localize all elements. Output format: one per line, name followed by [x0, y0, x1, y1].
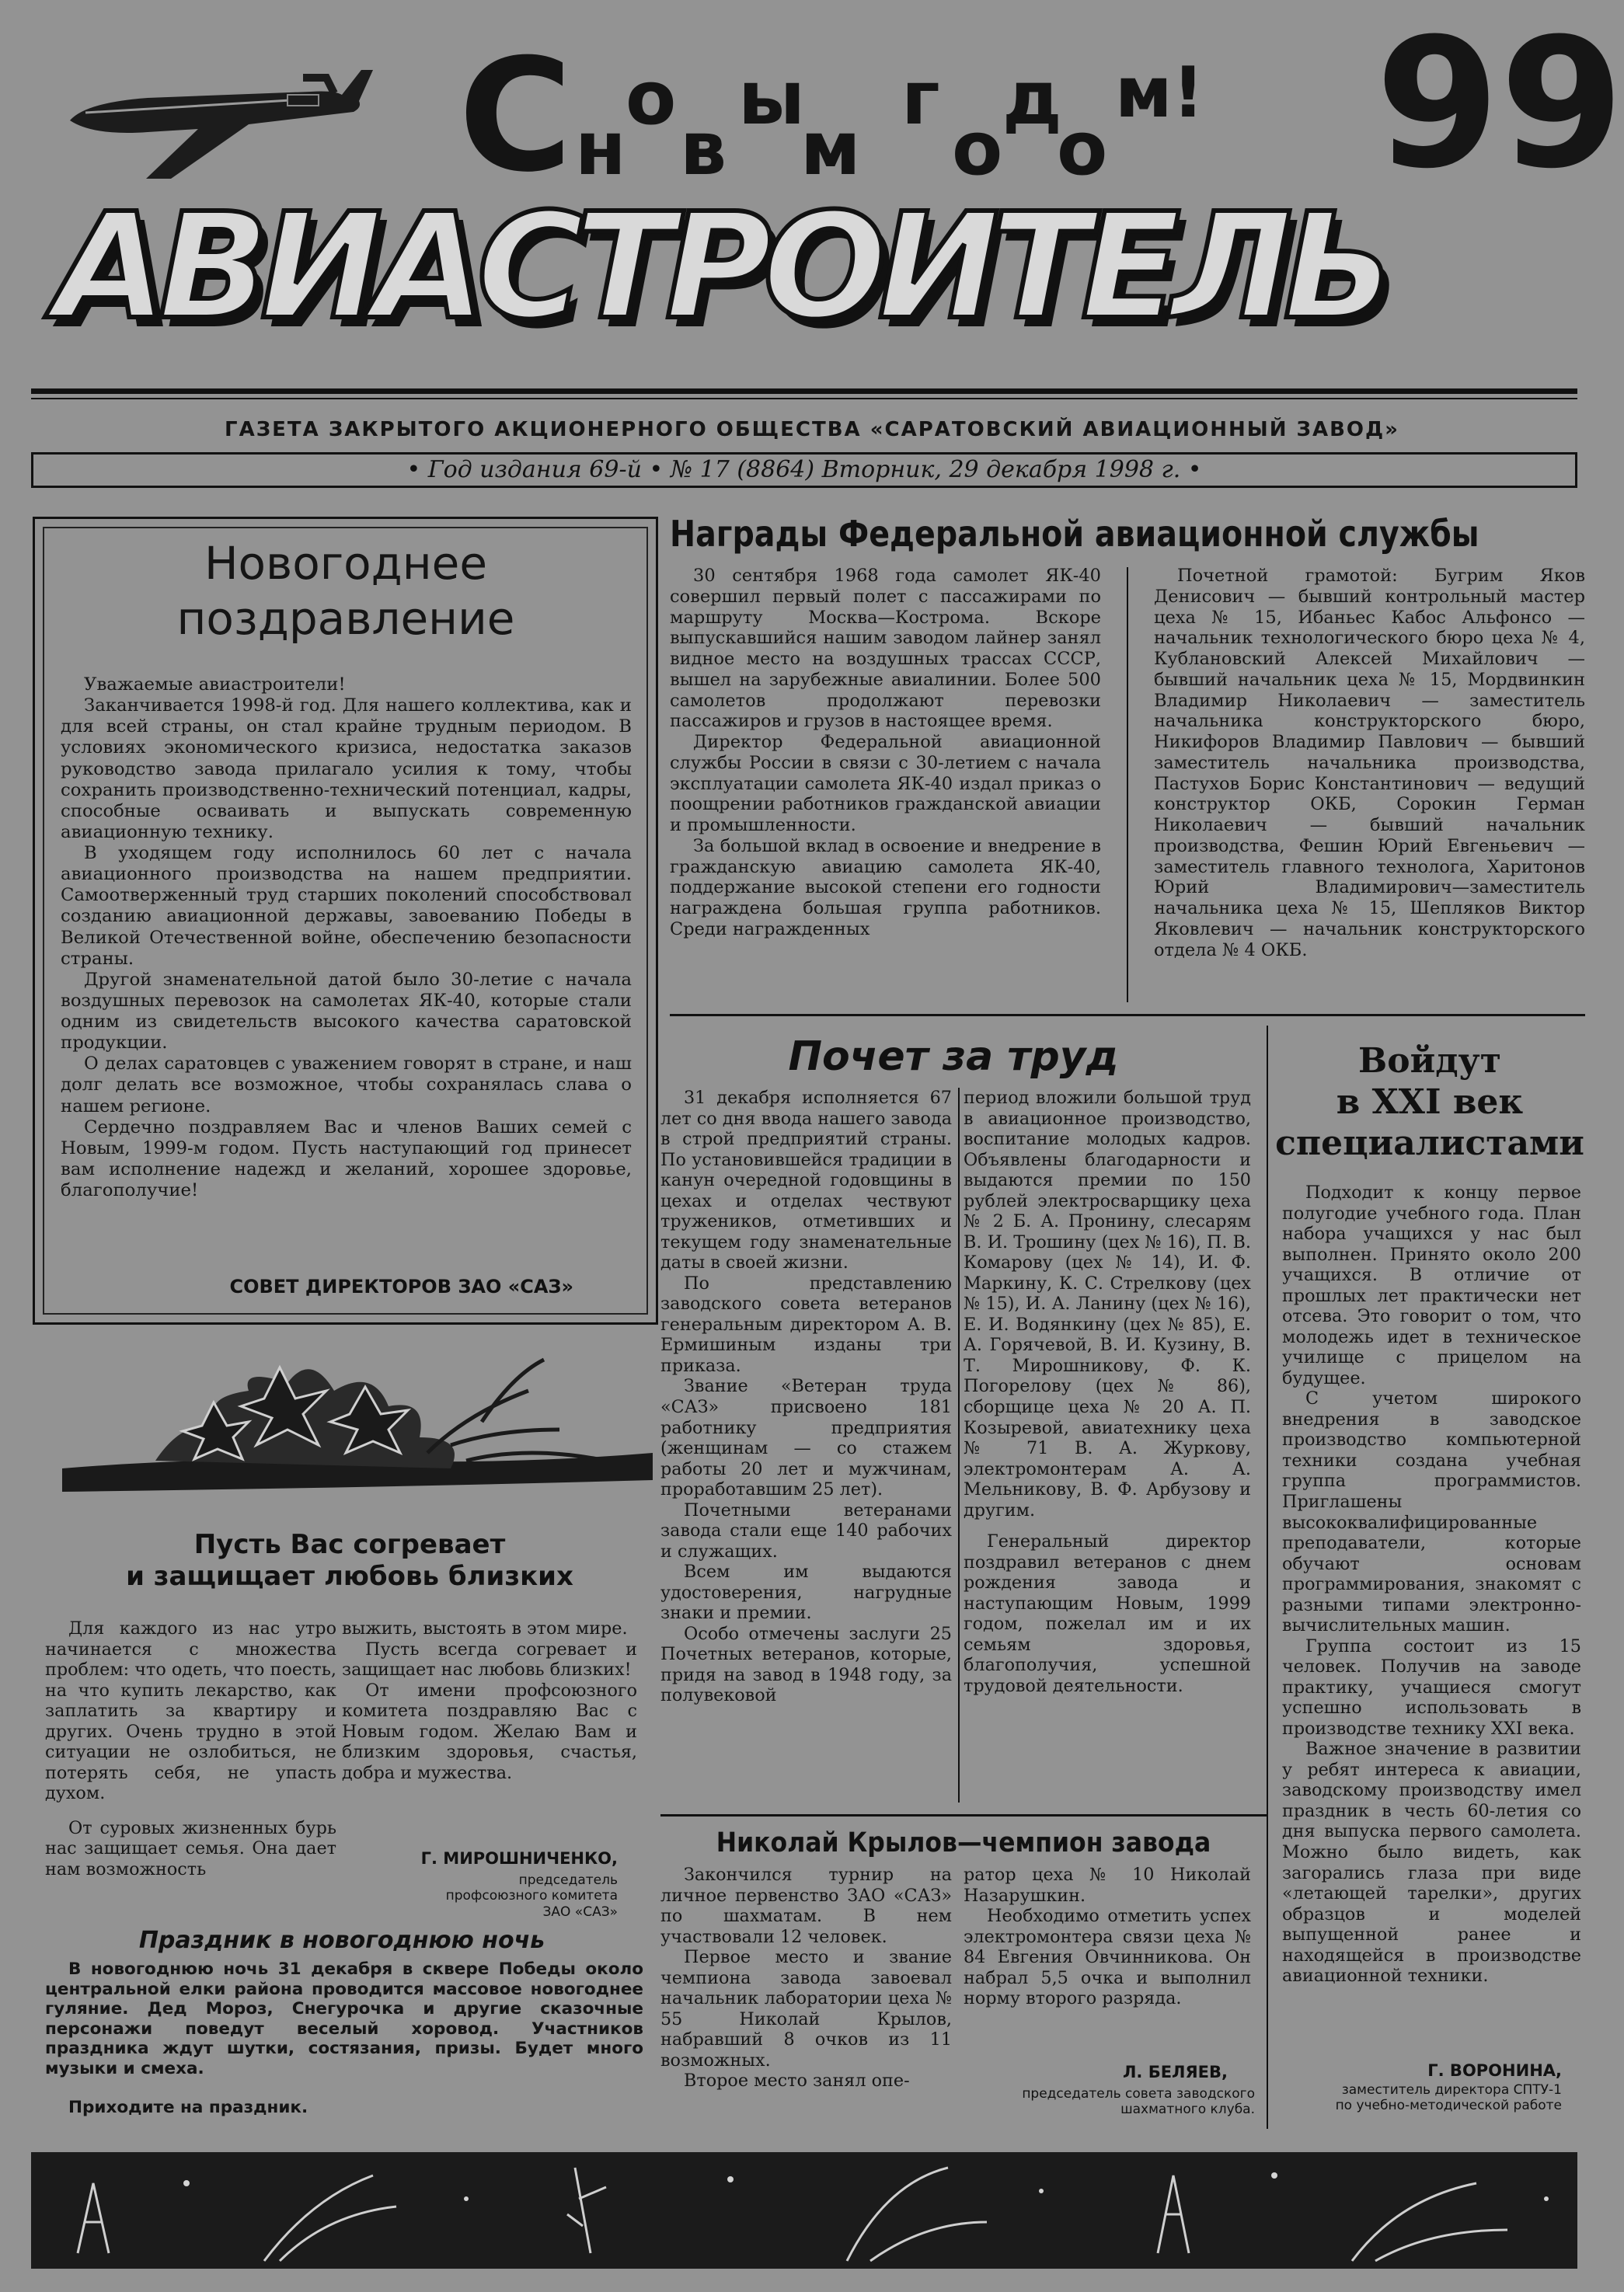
love-paragraph: От имени профсоюзного комитета поздравляю Вас с Новым годом. Желаю Вам и близким здоровья, счастья, добра и мужества. — [342, 1680, 637, 1783]
greeting-letter: д — [1002, 56, 1062, 141]
greeting-letter: в — [680, 106, 727, 192]
greeting-big-letter: С — [458, 26, 573, 207]
greeting-paragraph: Заканчивается 1998-й год. Для нашего коллектива, как и для всей страны, он стал крайне трудным периодом. В условиях экономического кризиса, недостатка заказов руководство завода прилагало усилия к тому, чтобы сохранить производственно-технический потенциал, кадры, способные осваивать и выпускать современную авиационную технику. — [61, 695, 632, 842]
xxi-paragraph: Подходит к концу первое полугодие учебного года. План набора учащихся у нас был выполнен. Принято около 200 учащихся. В отличие от прошлых лет практически нет отсева. Это говорит о том, что молодежь идет в техническое училище с прицелом на будущее. — [1282, 1183, 1581, 1388]
labor-title: Почет за труд — [788, 1033, 1119, 1080]
labor-paragraph: Всем им выдаются удостоверения, нагрудные знаки и премии. — [660, 1562, 952, 1624]
greeting-paragraph: О делах саратовцев с уважением говорят в стране, и наш долг делать все возможное, чтобы сохранялась слава о нашем регионе. — [61, 1054, 632, 1116]
greeting-title-line: Новогоднее — [204, 537, 488, 590]
xxi-text — [1282, 1183, 1581, 1987]
chess-paragraph: Второе место занял опе- — [684, 2071, 910, 2092]
flowers-illustration — [62, 1344, 653, 1523]
chess-paragraph: Закончился турнир на личное первенство ЗАО «САЗ» по шахматам. В нем участвовали 12 человек. — [660, 1865, 952, 1947]
holiday-title: Праздник в новогоднюю ночь — [138, 1927, 545, 1954]
xxi-paragraph: С учетом широкого внедрения в заводское производство компьютерной техники создана учебная группа программистов. Приглашены высококвалифицированные преподаватели, которые обучают основам программирования, знакомят с разными типами электронно-вычислительных машин. — [1282, 1388, 1581, 1636]
labor-paragraph: По представлению заводского совета ветеранов генеральным директором А. В. Ермишиным изданы три приказа. — [660, 1273, 952, 1376]
masthead-rule-thin — [31, 398, 1577, 399]
labor-paragraph: 31 декабря исполняется 67 лет со дня ввода нашего завода в строй предприятий страны. По установившейся традиции в канун очередной годовщины в цехах и отделах чествуют тружеников, отметивших и текущем году знаменательные даты в своей жизни. — [660, 1088, 952, 1273]
chess-paragraph: Необходимо отметить успех электромонтера связи цеха № 84 Евгения Овчинникова. Он набрал 5,5 очка и выполнил норму второго разряда. — [964, 1906, 1251, 2009]
xxi-sig-title: заместитель директора СПТУ-1 по учебно-методической работе — [1335, 2082, 1562, 2114]
greeting-paragraph: Другой знаменательной датой было 30-летие с начала воздушных перевозок на самолетах ЯК-40, которые стали одним из свидетельств высокого качества саратовской продукции. — [61, 969, 632, 1054]
love-paragraph: выжить, выстоять в этом мире. — [342, 1618, 628, 1639]
awards-paragraph: За большой вклад в освоение и внедрение в гражданскую авиацию самолета ЯК-40, поддержание высокой степени его годности награждена большая группа работников. Среди награжденных — [670, 835, 1101, 940]
chess-signature: Л. БЕЛЯЕВ, — [1122, 2063, 1228, 2081]
airplane-icon — [54, 47, 381, 194]
xxi-signature: Г. ВОРОНИНА, — [1427, 2061, 1562, 2080]
love-paragraph: Для каждого из нас утро начинается с множества проблем: что одеть, что поесть, на что купить лекарство, как заплатить за квартиру и других. Очень трудно в этой ситуации не озлобиться, не потерять себя, не упасть духом. — [45, 1618, 336, 1804]
greeting-paragraph: Сердечно поздравляем Вас и членов Ваших семей с Новым, 1999-м годом. Пусть наступающий год принесет вам исполнение надежд и желаний, хорошее здоровье, благополучие! — [61, 1116, 632, 1200]
love-title-line: и защищает любовь близких — [126, 1560, 573, 1592]
greeting-signature: СОВЕТ ДИРЕКТОРОВ ЗАО «САЗ» — [229, 1276, 573, 1298]
labor-col2 — [964, 1088, 1251, 1696]
love-col1 — [45, 1618, 336, 1879]
winter-banner-illustration — [31, 2152, 1577, 2269]
labor-col1 — [660, 1088, 952, 1706]
love-paragraph: Пусть всегда согревает и защищает нас любовь близких! — [342, 1639, 637, 1681]
greeting-banner — [458, 23, 1430, 207]
awards-title: Награды Федеральной авиационной службы — [670, 513, 1479, 555]
greeting-letter: г — [901, 56, 940, 141]
chess-title: Николай Крылов—чемпион завода — [716, 1827, 1211, 1858]
greeting-title — [54, 536, 637, 646]
greeting-title-line: поздравление — [176, 591, 515, 645]
awards-col1 — [670, 566, 1101, 940]
awards-paragraph: Директор Федеральной авиационной службы России в связи с 30-летием с начала эксплуатации самолета ЯК-40 издал приказ о поощрении работников гражданской авиации и промышленности. — [670, 732, 1101, 836]
masthead-rule — [31, 388, 1577, 394]
xxi-paragraph: Важное значение в развитии у ребят интереса к авиации, заводскому производству имел праздник в честь 60-летия со дня выпуска первого самолета. Можно было видеть, как загорались глаза при виде «летающей тарелки», других образцов и моделей выпущенной ранее и находящейся в производстве авиационной техники. — [1282, 1739, 1581, 1987]
holiday-closing: Приходите на праздник. — [68, 2098, 308, 2117]
chess-paragraph: Первое место и звание чемпиона завода завоевал начальник лаборатории цеха № 55 Николай Крылов, набравший 8 очков из 11 возможных. — [660, 1947, 952, 2071]
greeting-letter: о — [1057, 106, 1108, 192]
labor-paragraph: Почетными ветеранами завода стали еще 140 рабочих и служащих. — [660, 1500, 952, 1562]
chess-paragraph: ратор цеха № 10 Николай Назарушкин. — [964, 1865, 1251, 1906]
publisher-line: ГАЗЕТА ЗАКРЫТОГО АКЦИОНЕРНОГО ОБЩЕСТВА «САРАТОВСКИЙ АВИАЦИОННЫЙ ЗАВОД» — [225, 418, 1399, 441]
labor-paragraph: Генеральный директор поздравил ветеранов с днем рождения завода и наступающим Новым, 1999 годом, пожелал им и их семьям здоровья, благополучия, успешной трудовой деятельности. — [964, 1531, 1251, 1696]
awards-paragraph: 30 сентября 1968 года самолет ЯК-40 совершил первый полет с пассажирами по маршруту Москва—Кострома. Вскоре выпускавшийся нашим заводом лайнер занял видное место на воздушных трассах СССР, вышел на зарубежные авиалинии. Более 500 самолетов продолжают перевозки пассажиров и грузов в настоящее время. — [670, 566, 1101, 732]
love-col2 — [342, 1618, 637, 1783]
issue-line: • Год издания 69-й • № 17 (8864) Вторник, 29 декабря 1998 г. • — [406, 456, 1202, 483]
awards-honor-list: Почетной грамотой: Бугрим Яков Денисович — бывший контрольный мастер цеха № 15, Ибаньес Кабос Альфонсо — начальник технологического бюро цеха № 4, Кублановский Алексей Михайлович — бывший начальник цеха № 15, Мордвинкин Владимир Николаевич — заместитель начальника конструкторского бюро, Никифоров Владимир Павлович — бывший заместитель начальника производства, Пастухов Борис Константинович — ведущий конструктор ОКБ, Сорокин Герман Николаевич — бывший начальник производства, Фешин Юрий Евгеньевич — заместитель главного технолога, Харитонов Юрий Владимирович—заместитель начальника цеха № 15, Шепляков Виктор Яковлевич — начальник конструкторского отдела № 4 ОКБ. — [1154, 566, 1585, 960]
awards-col2 — [1154, 566, 1585, 961]
love-paragraph: От суровых жизненных бурь нас защищает семья. Она дает нам возможность — [45, 1817, 336, 1879]
xxi-title — [1274, 1041, 1585, 1164]
labor-bottom-rule — [660, 1814, 1267, 1817]
love-sig-title: председатель профсоюзного комитета ЗАО «САЗ» — [445, 1872, 618, 1920]
labor-paragraph: период вложили большой труд в авиационное производство, воспитание молодых кадров. Объявлены благодарности и выдаются премии по 150 рублей электросварщику цеха № 2 Б. А. Пронину, слесарям В. И. Трошину (цех № 16), П. В. Комарову (цех № 14), И. Ф. Маркину, К. С. Стрелкову (цех № 15), И. А. Ланину (цех № 16), Е. И. Водянкину (цех № 85), Е. А. Горячевой, В. И. Кузину, В. Т. Мирошникову, Ф. К. Погорелову (цех № 86), сборщице цеха № 20 А. П. Козыревой, авиатехнику цеха № 71 В. А. Журкову, электромонтерам А. А. Мельникову, В. Ф. Арбузову и другим. — [964, 1088, 1251, 1520]
greeting-letter: о — [626, 56, 677, 141]
chess-sig-title: председатель совета заводского шахматного клуба. — [1022, 2086, 1255, 2118]
greeting-letter: н — [575, 106, 626, 192]
labor-paragraph: Звание «Ветеран труда «САЗ» присвоено 181 работнику предприятия (женщинам — со стажем работы 20 лет и мужчинам, проработавшим 25 лет). — [660, 1376, 952, 1500]
greeting-paragraph: В уходящем году исполнилось 60 лет с начала авиационного производства на нашем предприятии. Самоотверженный труд старших поколений способствовал созданию авиационной державы, завоеванию Победы в Великой Отечественной войне, обеспечению безопасности страны. — [61, 843, 632, 969]
xxi-title-line: специалистами — [1275, 1123, 1584, 1163]
year-number: 99 — [1375, 1, 1624, 208]
chess-col2 — [964, 1865, 1251, 2009]
chess-col1 — [660, 1865, 952, 2092]
greeting-letter: о — [952, 106, 1003, 192]
xxi-title-line: в XXI век — [1336, 1082, 1524, 1122]
newspaper-title: АВИАСТРОИТЕЛЬ — [54, 182, 1385, 352]
greeting-paragraph: Уважаемые авиастроители! — [84, 674, 346, 695]
greeting-text — [61, 674, 632, 1201]
labor-right-rule — [1267, 1026, 1268, 2129]
xxi-title-line: Войдут — [1358, 1041, 1501, 1081]
xxi-paragraph: Группа состоит из 15 человек. Получив на заводе практику, учащиеся смогут успешно использовать в производстве технику XXI века. — [1282, 1635, 1581, 1739]
holiday-text: В новогоднюю ночь 31 декабря в сквере Победы около центральной елки района проводится массовое новогоднее гуляние. Дед Мороз, Снегурочка и другие сказочные персонажи поведут веселый хоровод. Участников праздника ждут шутки, состязания, призы. Будет много музыки и смеха. — [45, 1959, 643, 2078]
labor-column-rule — [958, 1088, 960, 1803]
love-title-line: Пусть Вас согревает — [193, 1529, 506, 1560]
labor-paragraph: Особо отмечены заслуги 25 Почетных ветеранов, которые, придя на завод в 1948 году, за полувековой — [660, 1623, 952, 1706]
greeting-letter: ы — [738, 56, 805, 141]
love-title — [47, 1529, 653, 1593]
love-signature: Г. МИРОШНИЧЕНКО, — [420, 1849, 618, 1868]
greeting-letter: м — [800, 106, 861, 192]
awards-column-rule — [1127, 567, 1128, 1002]
greeting-letter: м! — [1115, 52, 1204, 134]
issue-line-box — [31, 452, 1577, 488]
awards-bottom-rule — [670, 1014, 1585, 1016]
